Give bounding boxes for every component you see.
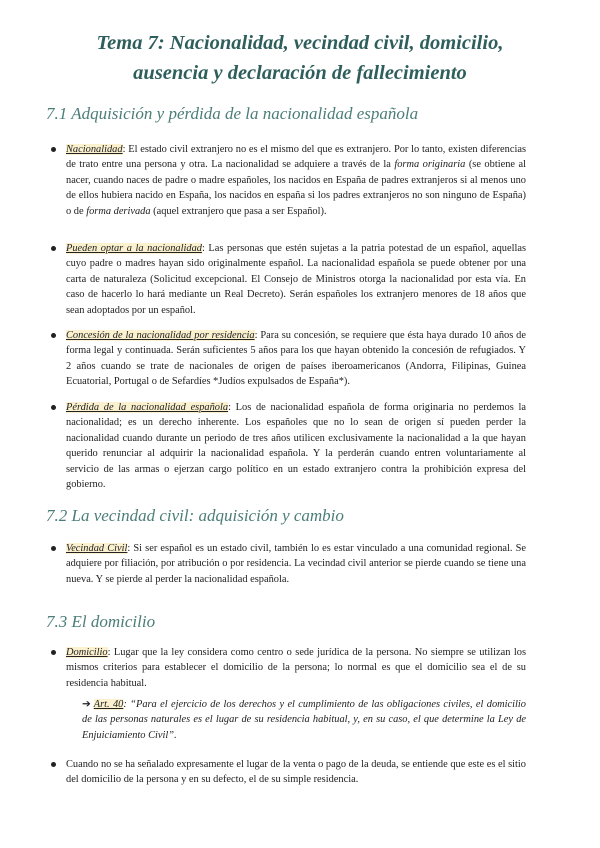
bullet-icon xyxy=(51,147,56,152)
section-heading-7-1: 7.1 Adquisición y pérdida de la nacionalidad española xyxy=(46,104,419,123)
bullet-icon xyxy=(51,333,56,338)
list-item-perdida-nacionalidad xyxy=(66,400,526,492)
list-item-nacionalidad xyxy=(66,142,526,219)
emphasis-forma-derivada: forma derivada xyxy=(86,205,151,217)
list-item-domicilio xyxy=(66,645,526,691)
term-nacionalidad: Nacionalidad xyxy=(66,144,123,155)
term-perdida-nacionalidad: Pérdida de la nacionalidad española xyxy=(66,402,229,413)
bullet-icon xyxy=(51,762,56,767)
item-text: : Las personas que estén sujetas a la patria potestad de un español, aquellas cuyo padre o madres hayan sido originalmente español. La nacionalidad española se puede obtener por una carta de naturaleza (Solicitud excepcional. El Consejo de Ministros otorga la nacionalidad por esta vía. En caso de hacerlo lo hará mediante un Real Decreto). Serán españoles los extranjero menores de 18 años que sean adoptados por un español. xyxy=(66,243,526,316)
term-vecindad-civil: Vecindad Civil xyxy=(66,543,128,554)
bullet-icon xyxy=(51,546,56,551)
section-heading-7-3: 7.3 El domicilio xyxy=(46,612,156,631)
bullet-icon xyxy=(51,246,56,251)
bullet-icon xyxy=(51,650,56,655)
list-item-vecindad-civil xyxy=(66,541,526,587)
list-item-pueden-optar xyxy=(66,241,526,318)
page-title xyxy=(40,28,560,88)
arrow-right-icon: ➔ xyxy=(82,699,91,710)
title-line-2: ausencia y declaración de fallecimiento xyxy=(133,62,467,84)
item-text: : Si ser español es un estado civil, también lo es estar vinculado a una comunidad regional. Se adquiere por filiación, por atribución o por residencia. La vecindad civil anterior se pierde cuando se tiene una nueva. Y se pierde al perder la nacionalidad española. xyxy=(66,543,526,585)
article-reference: Art. 40 xyxy=(93,699,124,710)
term-pueden-optar: Pueden optar a la nacionalidad xyxy=(66,243,202,254)
term-concesion-residencia: Concesión de la nacionalidad por residencia xyxy=(66,330,255,341)
term-domicilio: Domicilio xyxy=(66,647,108,658)
list-item-venta-pago xyxy=(66,757,526,788)
item-text: (aquel extranjero que pasa a ser Español). xyxy=(150,205,327,217)
item-text: : Para su concesión, se requiere que ésta haya durado 10 años de forma legal y continuada. Serán suficientes 5 años para los que hayan obtenido la concesión de refugiados. Y 2 años cuando se trate de nacionales de origen de países iberoamericanos (Andorra, Filipinas, Guinea Ecuatorial, Portugal o de Sefardíes *Judíos expulsados de España*). xyxy=(66,330,526,388)
item-text: : Los de nacionalidad española de forma originaria no perdemos la nacionalidad; es un derecho inherente. Los españoles que no lo sean de origen sí pueden perder la nacionalidad cuando durante un periodo de tres años utilicen exclusivamente la nacionalidad a la que hayan querido renunciar al adquirir la nacionalidad española. Y la perderán cuando entren voluntariamente al servicio de las armas o ejerzan cargo político en un estado extranjero contra la prohibición expresa del gobierno. xyxy=(66,402,526,491)
section-heading-7-2: 7.2 La vecindad civil: adquisición y cambio xyxy=(46,506,344,525)
item-text: (se obtiene al nacer, cuando naces de padre o madre españoles, los nacidos en España de padres extranjeros si al menos uno de ellos hubiera nacido en España, los nacidos en españa si los padres extranjeros no son ninguno de España) o de xyxy=(66,159,526,217)
title-line-1: Tema 7: Nacionalidad, vecindad civil, domicilio, xyxy=(96,32,504,54)
list-item-concesion-residencia xyxy=(66,328,526,390)
item-text: Cuando no se ha señalado expresamente el lugar de la venta o pago de la deuda, se entiende que este es el sitio del domicilio de la persona y en su defecto, el de su simple residencia. xyxy=(66,759,526,786)
item-text: : Lugar que la ley considera como centro o sede jurídica de la persona. No siempre se utilizan los mismos criterios para establecer el domicilio de la persona; lo normal es que el domicilio sea el de su residencia habitual. xyxy=(66,647,526,689)
bullet-icon xyxy=(51,405,56,410)
article-quote: : “Para el ejercicio de los derechos y el cumplimiento de las obligaciones civiles, el domicilio de las personas naturales es el lugar de su residencia habitual, y, en su caso, el que determine la Ley de Enjuiciamiento Civil”. xyxy=(82,699,526,741)
emphasis-forma-originaria: forma originaria xyxy=(394,159,466,171)
sub-item-art-40 xyxy=(82,697,526,743)
item-text: : El estado civil extranjero no es el mismo del que es extranjero. Por lo tanto, existen diferencias de trato entre una persona y otra. La nacionalidad se adquiere a través de la xyxy=(66,144,526,171)
